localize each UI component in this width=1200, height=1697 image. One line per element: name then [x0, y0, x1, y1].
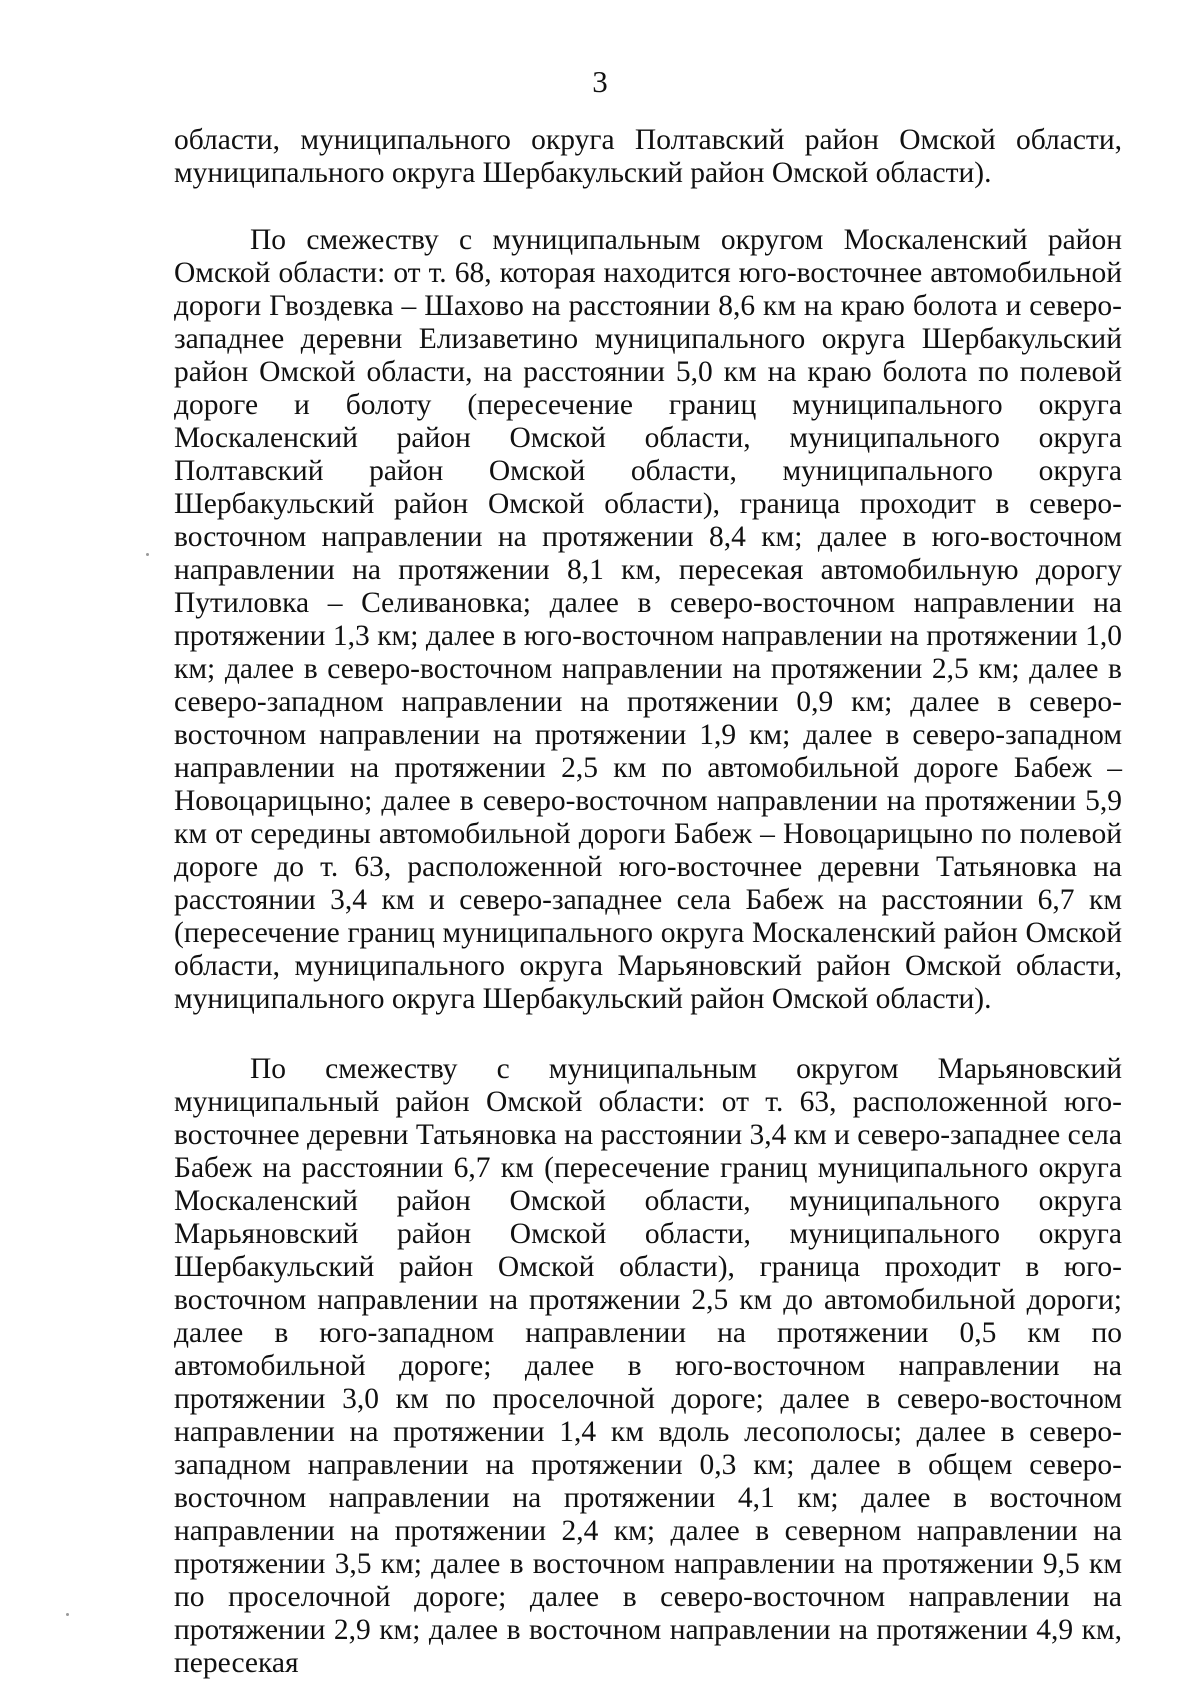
paragraph-maryanovsky-border: По смежеству с муниципальным округом Марьяновский муниципальный район Омской области: от т. 63, расположенной юго-восточнее деревни Татьяновка на расстоянии 3,4 км и северо-западнее села Бабеж на расстоянии 6,7 км (пересечение границ муниципального округа Москаленский район Омской области, муниципального округа Марьяновский район Омской области, муниципального округа Шербакульский район Омской области), граница проходит в юго-восточном направлении на протяжении 2,5 км до автомобильной дороги; далее в юго-западном направлении на протяжении 0,5 км по автомобильной дороге; далее в юго-восточном направлении на протяжении 3,0 км по проселочной дороге; далее в северо-восточном направлении на протяжении 1,4 км вдоль лесополосы; далее в северо-западном направлении на протяжении 0,3 км; далее в общем северо-восточном направлении на протяжении 4,1 км; далее в восточном направлении на протяжении 2,4 км; далее в северном направлении на протяжении 3,5 км; далее в восточном направлении на протяжении 9,5 км по проселочной дороге; далее в северо-восточном направлении на протяжении 2,9 км; далее в восточном направлении на протяжении 4,9 км, пересекая [174, 1053, 1122, 1679]
paragraph-moskalensky-border: По смежеству с муниципальным округом Москаленский район Омской области: от т. 68, которая находится юго-восточнее автомобильной дороги Гвоздевка – Шахово на расстоянии 8,6 км на краю болота и северо-западнее деревни Елизаветино муниципального округа Шербакульский район Омской области, на расстоянии 5,0 км на краю болота по полевой дороге и болоту (пересечение границ муниципального округа Москаленский район Омской области, муниципального округа Полтавский район Омской области, муниципального округа Шербакульский район Омской области), граница проходит в северо-восточном направлении на протяжении 8,4 км; далее в юго-восточном направлении на протяжении 8,1 км, пересекая автомобильную дорогу Путиловка – Селивановка; далее в северо-восточном направлении на протяжении 1,3 км; далее в юго-восточном направлении на протяжении 1,0 км; далее в северо-восточном направлении на протяжении 2,5 км; далее в северо-западном направлении на протяжении 0,9 км; далее в северо-восточном направлении на протяжении 1,9 км; далее в северо-западном направлении на протяжении 2,5 км по автомобильной дороге Бабеж – Новоцарицыно; далее в северо-восточном направлении на протяжении 5,9 км от середины автомобильной дороги Бабеж – Новоцарицыно по полевой дороге до т. 63, расположенной юго-восточнее деревни Татьяновка на расстоянии 3,4 км и северо-западнее села Бабеж на расстоянии 6,7 км (пересечение границ муниципального округа Москаленский район Омской области, муниципального округа Марьяновский район Омской области, муниципального округа Шербакульский район Омской области). [174, 224, 1122, 1015]
scan-speck [66, 1613, 69, 1616]
scan-speck [146, 553, 149, 556]
page-number: 3 [592, 64, 608, 99]
paragraph-continuation: области, муниципального округа Полтавский район Омской области, муниципального округа Шербакульский район Омской области). [174, 124, 1122, 189]
document-body [174, 124, 1122, 1680]
